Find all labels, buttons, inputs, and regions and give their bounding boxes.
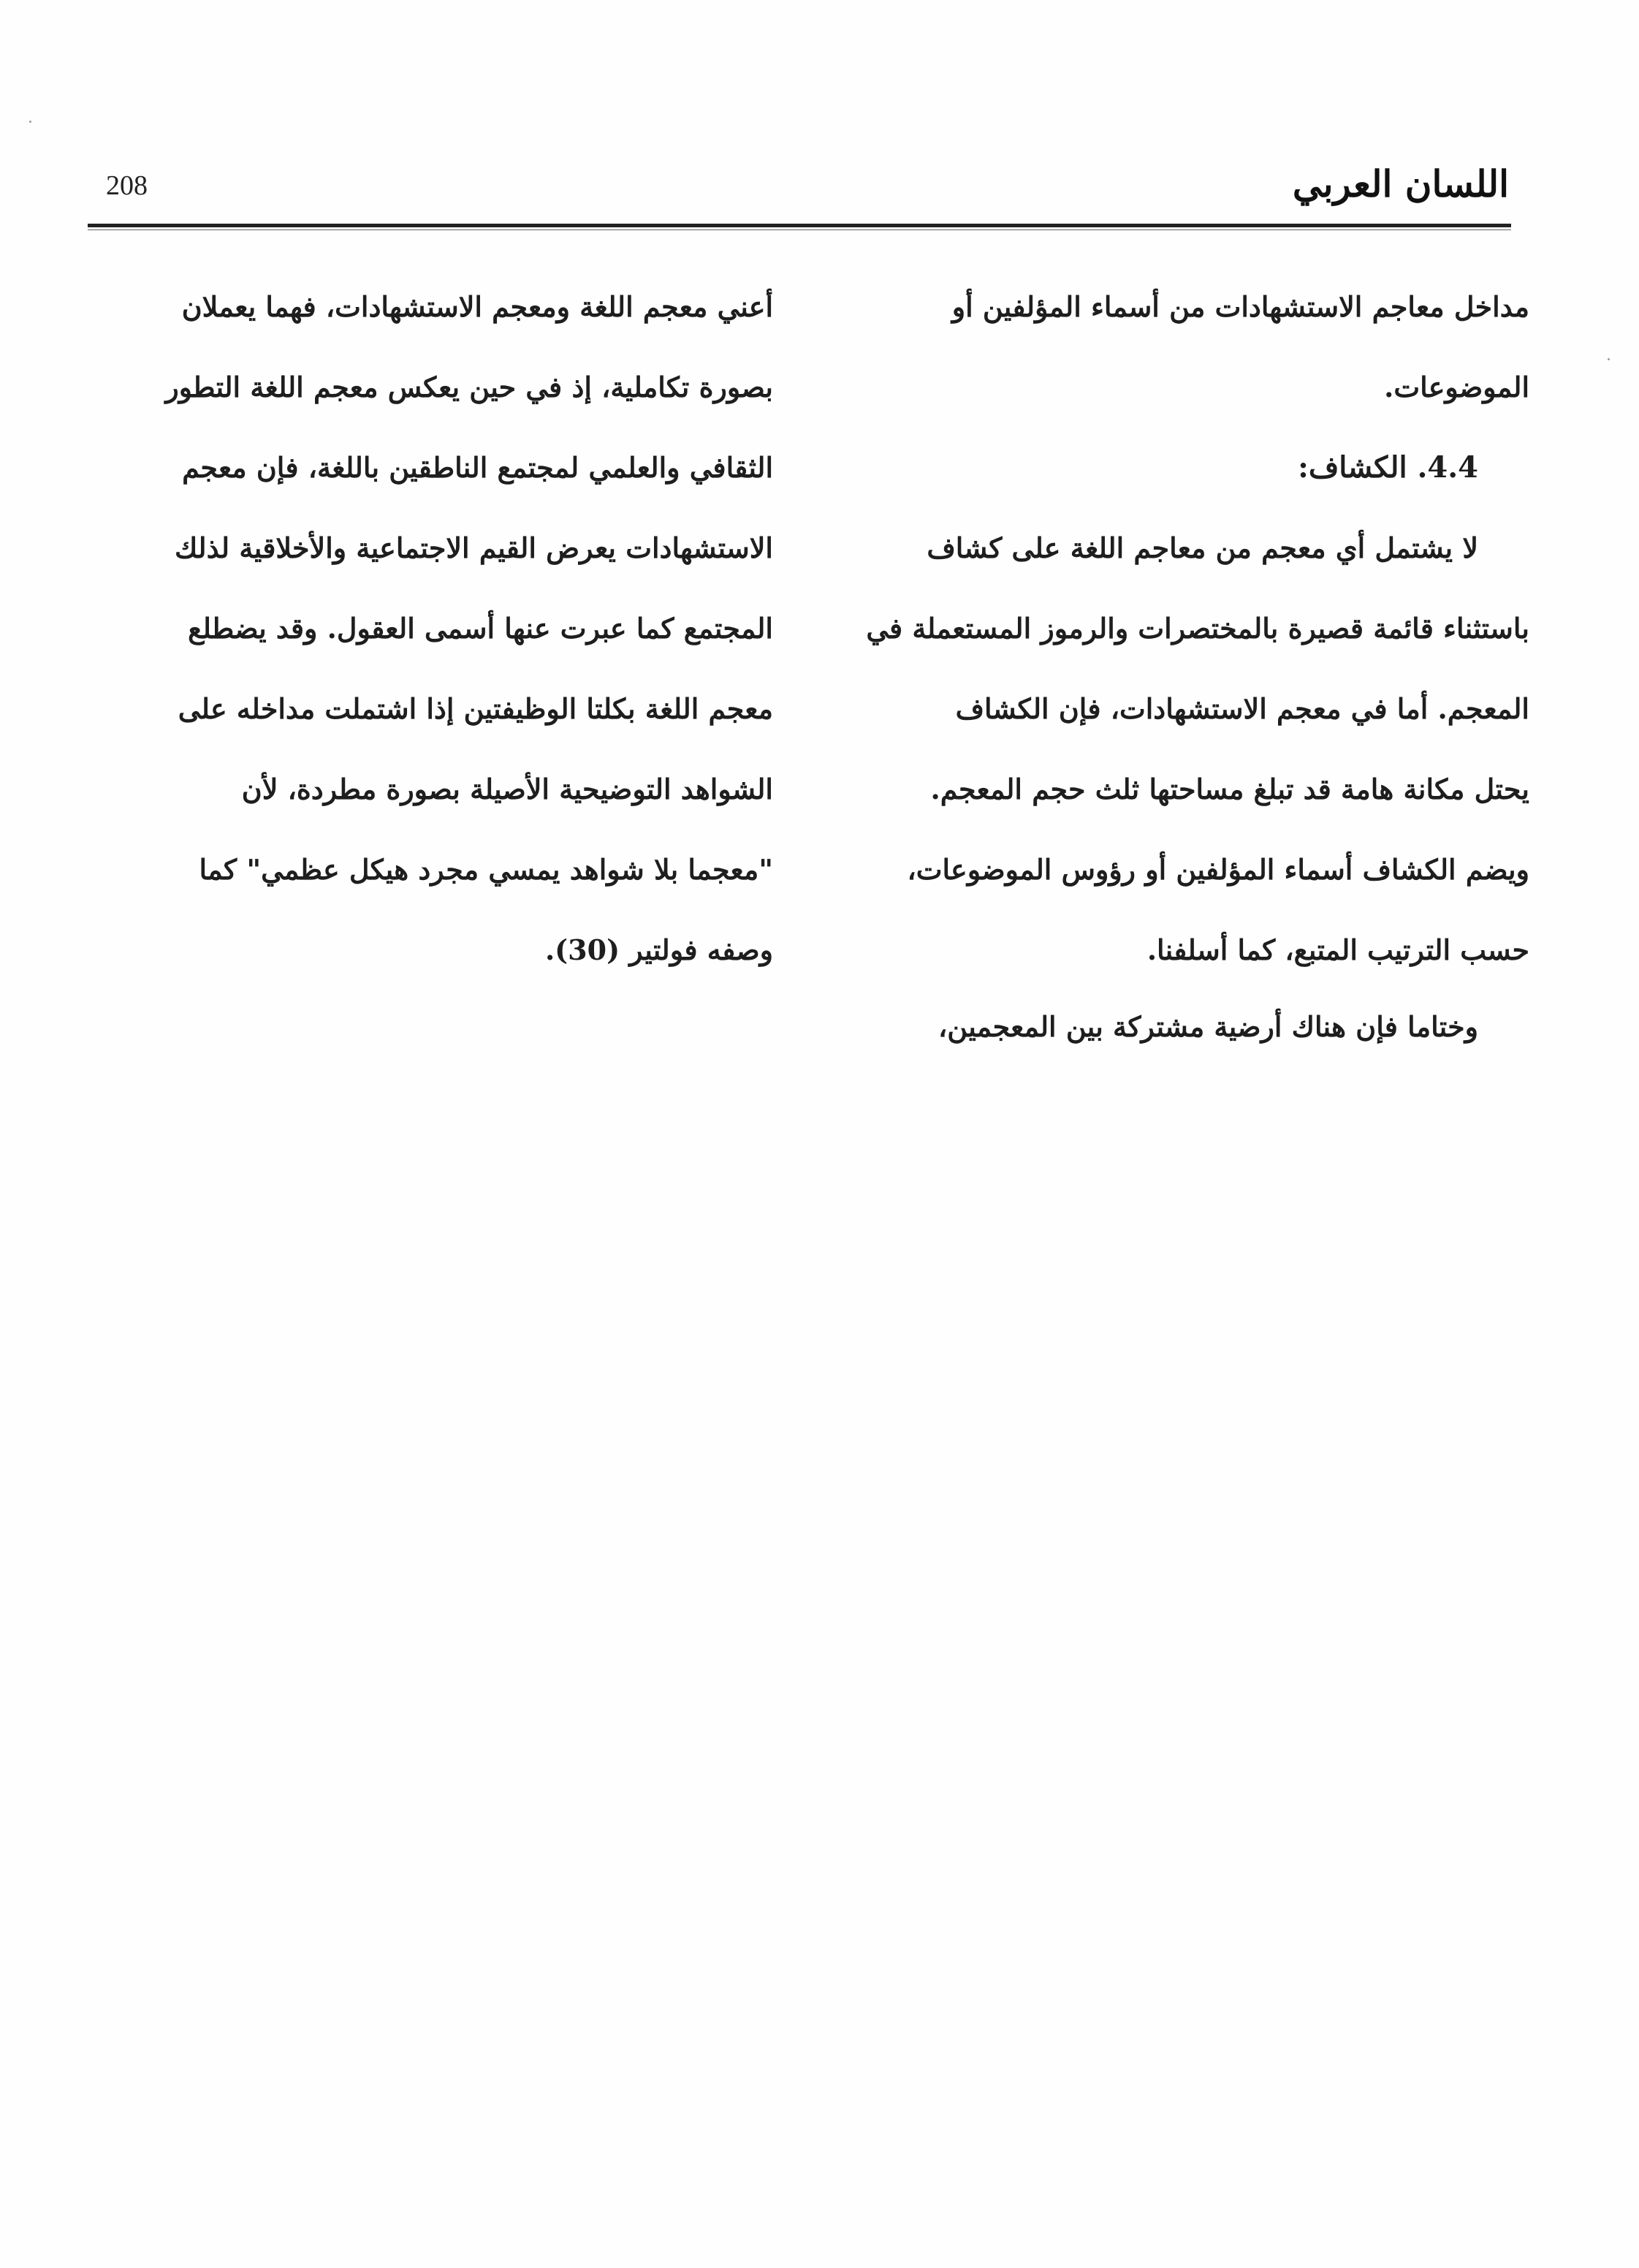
journal-title: اللسان العربي	[1292, 162, 1509, 205]
text-line: الشواهد التوضيحية الأصيلة بصورة مطردة، لأن	[241, 773, 773, 805]
page-header	[88, 162, 1509, 212]
text-line: وصفه فولتير (30).	[544, 933, 773, 966]
text-line: حسب الترتيب المتبع، كما أسلفنا.	[1146, 933, 1529, 966]
text-line: وختاما فإن هناك أرضية مشتركة بين المعجمين،	[938, 1010, 1478, 1043]
right-column	[864, 267, 1529, 1063]
text-line: الثقافي والعلمي لمجتمع الناطقين باللغة، فإن معجم	[182, 451, 773, 484]
header-rule	[88, 224, 1511, 227]
scan-speck	[29, 121, 31, 123]
text-line: معجم اللغة بكلتا الوظيفتين إذا اشتملت مداخله على	[178, 692, 773, 725]
text-line: الموضوعات.	[1384, 371, 1529, 403]
text-line: بصورة تكاملية، إذ في حين يعكس معجم اللغة التطور	[165, 371, 773, 403]
text-line: يحتل مكانة هامة قد تبلغ مساحتها ثلث حجم المعجم.	[930, 773, 1529, 805]
text-line: أعني معجم اللغة ومعجم الاستشهادات، فهما يعملان	[181, 290, 773, 323]
text-line: المجتمع كما عبرت عنها أسمى العقول. وقد يضطلع	[188, 612, 773, 645]
text-line: المعجم. أما في معجم الاستشهادات، فإن الكشاف	[955, 692, 1529, 725]
section-heading: 4.4. الكشاف:	[1298, 450, 1478, 485]
text-line: باستثناء قائمة قصيرة بالمختصرات والرموز المستعملة في	[866, 612, 1529, 645]
text-line: مداخل معاجم الاستشهادات من أسماء المؤلفين أو	[951, 290, 1529, 323]
page-number: 208	[106, 170, 148, 201]
text-line: الاستشهادات يعرض القيم الاجتماعية والأخلاقية لذلك	[175, 531, 773, 564]
left-column	[104, 267, 773, 990]
text-line: ويضم الكشاف أسماء المؤلفين أو رؤوس الموضوعات،	[907, 853, 1529, 886]
scan-speck	[1608, 358, 1610, 360]
text-line: لا يشتمل أي معجم من معاجم اللغة على كشاف	[927, 531, 1478, 564]
text-line: "معجما بلا شواهد يمسي مجرد هيكل عظمي" كما	[199, 853, 773, 886]
